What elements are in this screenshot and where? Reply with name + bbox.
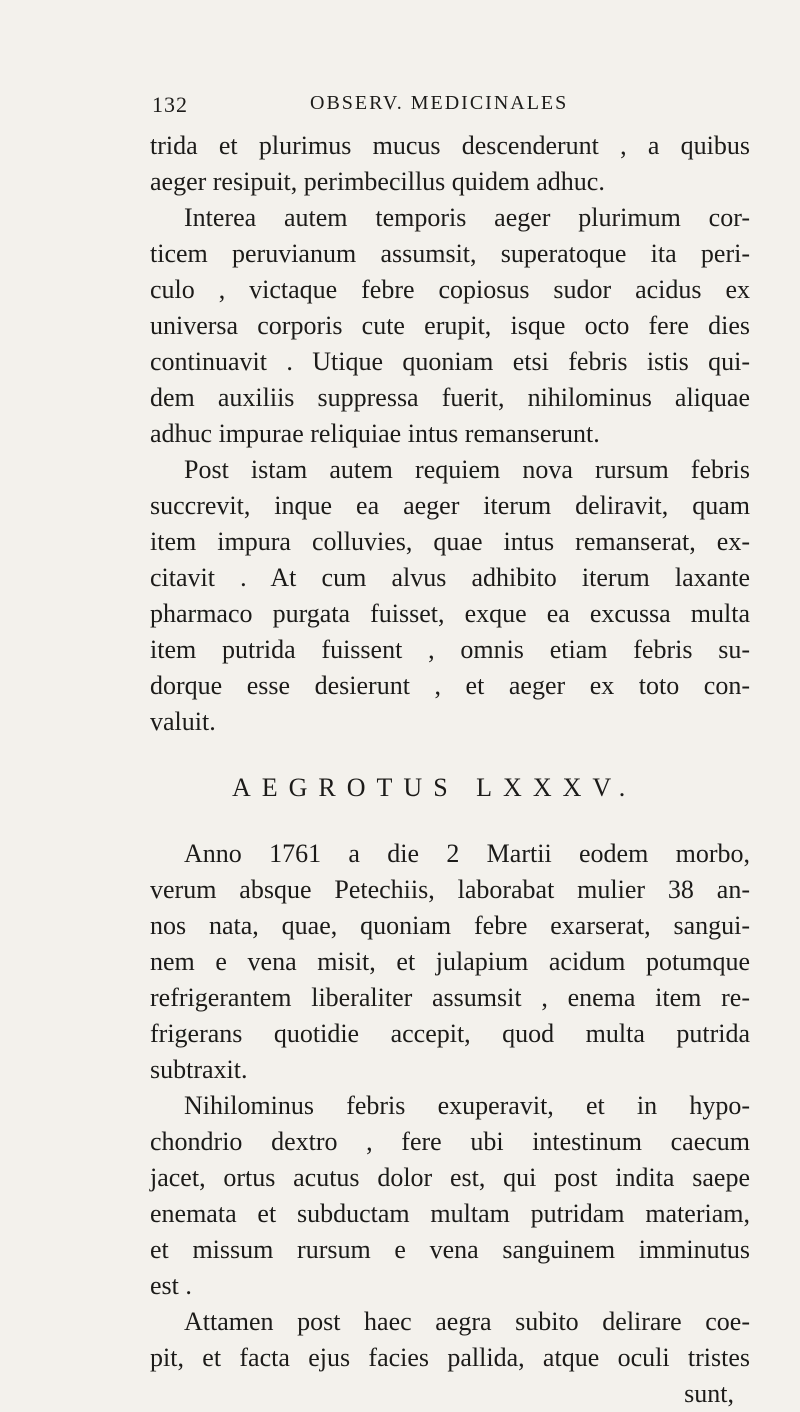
text-line: Post istam autem requiem nova rursum febris: [184, 455, 750, 484]
text-line: nem e vena misit, et julapium acidum potumque: [150, 947, 750, 976]
text-line: dem auxiliis suppressa fuerit, nihilominus aliquae: [150, 383, 750, 412]
text-line: succrevit, inque ea aeger iterum deliravit, quam: [150, 491, 750, 520]
text-line: pit, et facta ejus facies pallida, atque oculi tristes: [150, 1343, 750, 1372]
text-line: adhuc impurae reliquiae intus remanserunt.: [150, 419, 600, 448]
text-line: Nihilominus febris exuperavit, et in hypo-: [184, 1091, 750, 1120]
body-text: [150, 128, 750, 1412]
text-line: ticem peruvianum assumsit, superatoque ita peri-: [150, 239, 750, 268]
text-line: jacet, ortus acutus dolor est, qui post indita saepe: [150, 1163, 750, 1192]
text-line: universa corporis cute erupit, isque octo fere dies: [150, 311, 750, 340]
section-heading: AEGROTUS LXXXV.: [232, 773, 637, 802]
text-line: Interea autem temporis aeger plurimum cor-: [184, 203, 750, 232]
text-line: enemata et subductam multam putridam materiam,: [150, 1199, 750, 1228]
text-line: nos nata, quae, quoniam febre exarserat, sangui-: [150, 911, 750, 940]
text-line: culo , victaque febre copiosus sudor acidus ex: [150, 275, 750, 304]
text-line: dorque esse desierunt , et aeger ex toto con-: [150, 671, 750, 700]
text-line: trida et plurimus mucus descenderunt , a quibus: [150, 131, 750, 160]
text-line: item impura colluvies, quae intus remanserat, ex-: [150, 527, 750, 556]
running-title: OBSERV. MEDICINALES: [310, 92, 569, 114]
text-line: Attamen post haec aegra subito delirare coe-: [184, 1307, 750, 1336]
text-line: valuit.: [150, 707, 216, 736]
text-line: continuavit . Utique quoniam etsi febris istis qui-: [150, 347, 750, 376]
page-header: [152, 92, 752, 122]
catchword: sunt,: [684, 1379, 734, 1408]
text-line: citavit . At cum alvus adhibito iterum laxante: [150, 563, 750, 592]
text-line: pharmaco purgata fuisset, exque ea excussa multa: [150, 599, 750, 628]
page-number: 132: [152, 92, 188, 117]
text-line: subtraxit.: [150, 1055, 248, 1084]
text-line: verum absque Petechiis, laborabat mulier 38 an-: [150, 875, 750, 904]
text-line: frigerans quotidie accepit, quod multa putrida: [150, 1019, 750, 1048]
text-line: Anno 1761 a die 2 Martii eodem morbo,: [184, 839, 750, 868]
text-line: chondrio dextro , fere ubi intestinum caecum: [150, 1127, 750, 1156]
text-line: refrigerantem liberaliter assumsit , enema item re-: [150, 983, 750, 1012]
text-line: item putrida fuissent , omnis etiam febris su-: [150, 635, 750, 664]
text-line: aeger resipuit, perimbecillus quidem adhuc.: [150, 167, 605, 196]
text-line: est .: [150, 1271, 192, 1300]
text-line: et missum rursum e vena sanguinem imminutus: [150, 1235, 750, 1264]
